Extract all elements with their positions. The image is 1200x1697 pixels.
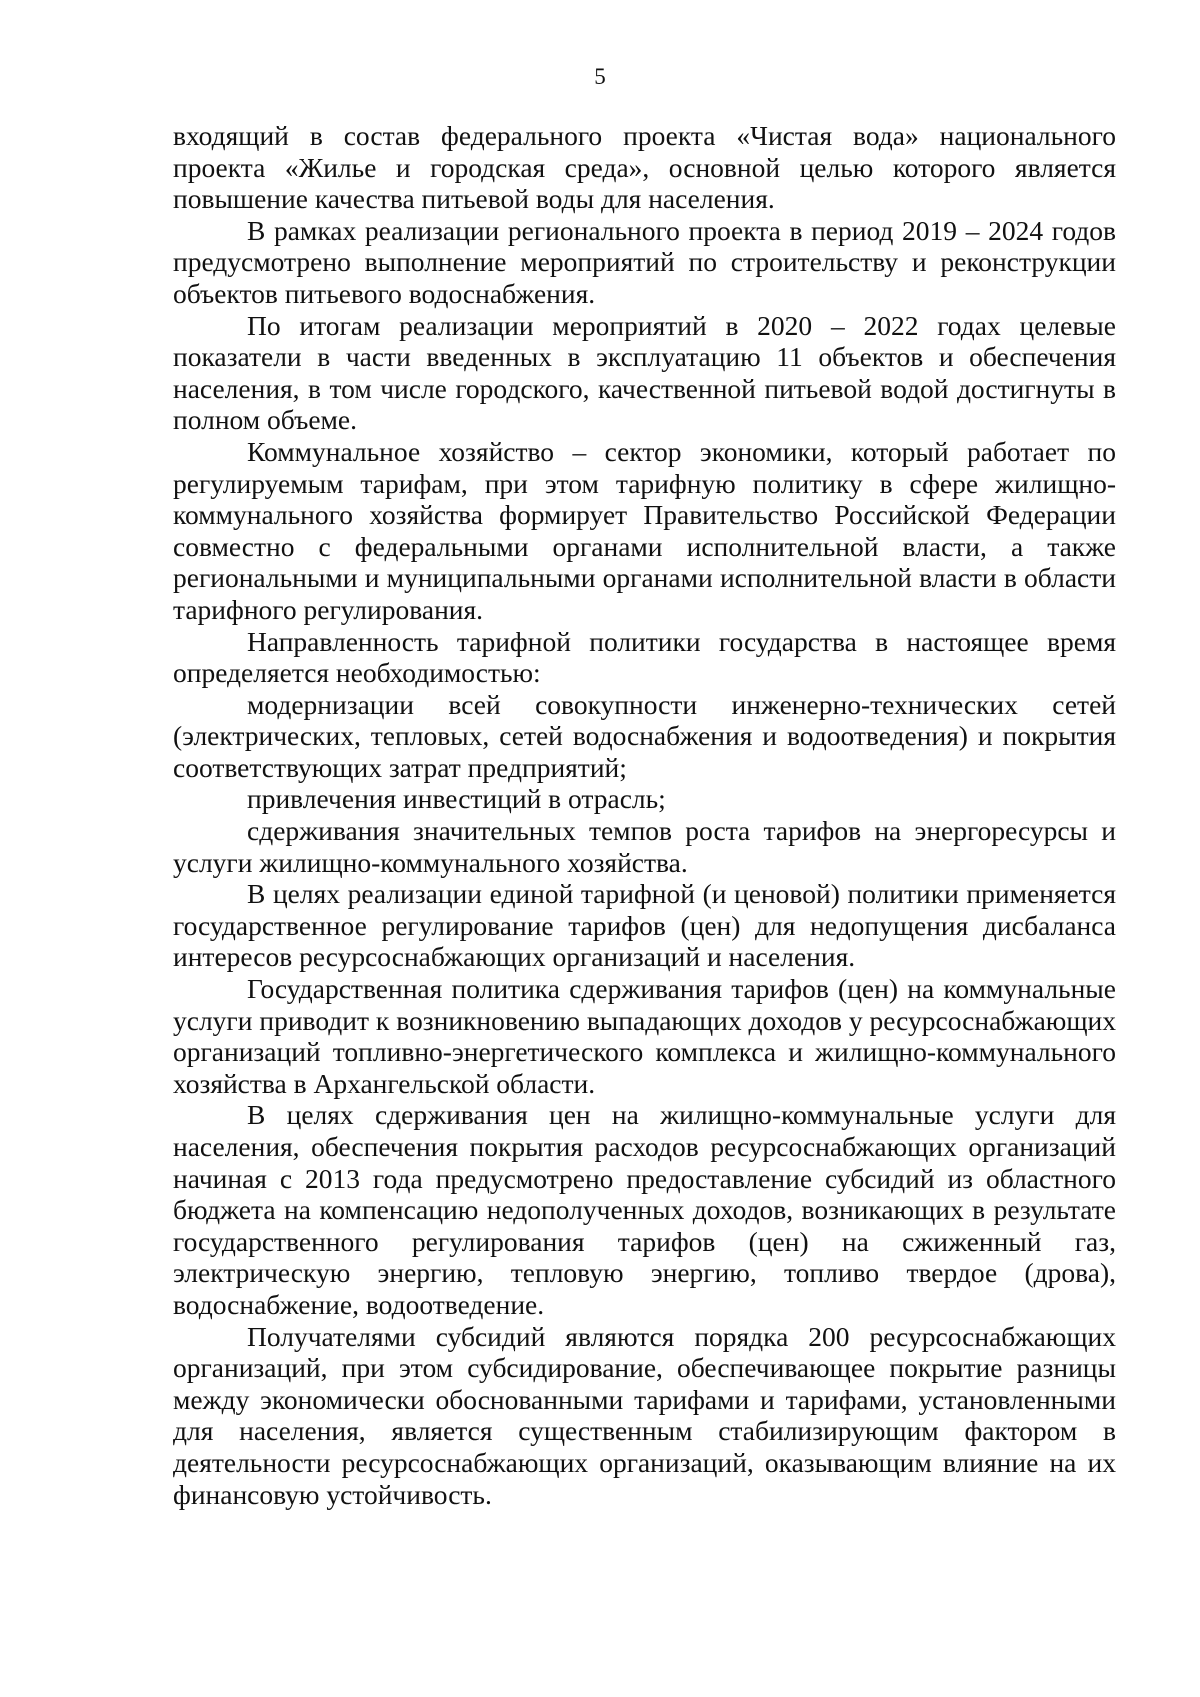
document-body <box>173 120 1116 1510</box>
paragraph-state-regulation: В целях реализации единой тарифной (и ценовой) политики применяется государственное регулирование тарифов (цен) для недопущения дисбаланса интересов ресурсоснабжающих организаций и населения. <box>173 878 1116 973</box>
paragraph-lost-income: Государственная политика сдерживания тарифов (цен) на коммунальные услуги приводит к возникновению выпадающих доходов у ресурсоснабжающих организаций топливно-энергетического комплекса и жилищно-коммунального хозяйства в Архангельской области. <box>173 973 1116 1099</box>
paragraph-regional-project: В рамках реализации регионального проекта в период 2019 – 2024 годов предусмотрено выполнение мероприятий по строительству и реконструкции объектов питьевого водоснабжения. <box>173 214 1116 309</box>
paragraph-item-investments: привлечения инвестиций в отрасль; <box>247 783 666 815</box>
paragraph-subsidies-since-2013: В целях сдерживания цен на жилищно-коммунальные услуги для населения, обеспечения покрытия расходов ресурсоснабжающих организаций начиная с 2013 года предусмотрено предоставление субсидий из областного бюджета на компенсацию недополученных доходов, возникающих в результате государственного регулирования тарифов (цен) на сжиженный газ, электрическую энергию, тепловую энергию, топливо твердое (дрова), водоснабжение, водоотведение. <box>173 1099 1116 1320</box>
paragraph-communal-economy: Коммунальное хозяйство – сектор экономики, который работает по регулируемым тарифам, при этом тарифную политику в сфере жилищно-коммунального хозяйства формирует Правительство Российской Федерации совместно с федеральными органами исполнительной власти, а также региональными и муниципальными органами исполнительной власти в области тарифного регулирования. <box>173 435 1116 625</box>
paragraph-tariff-policy-direction: Направленность тарифной политики государства в настоящее время определяется необходимостью: <box>173 625 1116 689</box>
paragraph-continuation: входящий в состав федерального проекта «Чистая вода» национального проекта «Жилье и городская среда», основной целью которого является повышение качества питьевой воды для населения. <box>173 120 1116 215</box>
paragraph-subsidy-recipients: Получателями субсидий являются порядка 200 ресурсоснабжающих организаций, при этом субсидирование, обеспечивающее покрытие разницы между экономически обоснованными тарифами и тарифами, установленными для населения, является существенным стабилизирующим фактором в деятельности ресурсоснабжающих организаций, оказывающим влияние на их финансовую устойчивость. <box>173 1320 1116 1510</box>
paragraph-item-tariff-restraint: сдерживания значительных темпов роста тарифов на энергоресурсы и услуги жилищно-коммунального хозяйства. <box>173 815 1116 878</box>
page-number: 5 <box>594 64 606 89</box>
paragraph-results-2020-2022: По итогам реализации мероприятий в 2020 – 2022 годах целевые показатели в части введенных в эксплуатацию 11 объектов и обеспечения населения, в том числе городского, качественной питьевой водой достигнуты в полном объеме. <box>173 309 1116 436</box>
paragraph-item-modernization: модернизации всей совокупности инженерно-технических сетей (электрических, тепловых, сетей водоснабжения и водоотведения) и покрытия соответствующих затрат предприятий; <box>173 688 1116 783</box>
